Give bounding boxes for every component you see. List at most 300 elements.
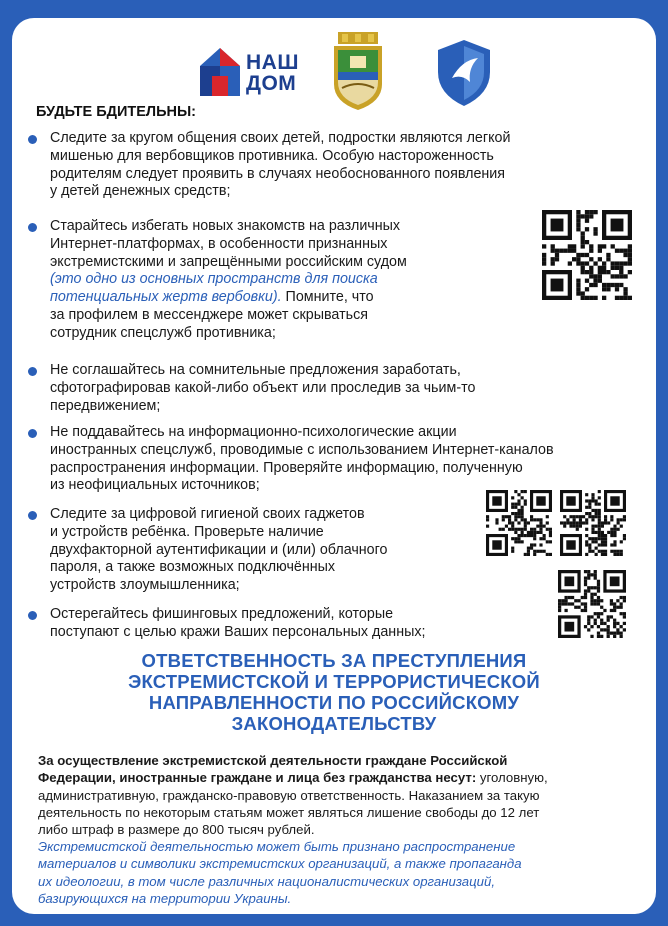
page-frame: [6, 0, 662, 926]
qr-module: [623, 291, 627, 295]
qr-module: [588, 547, 591, 550]
qr-module: [581, 214, 585, 218]
text-line: [50, 289, 510, 307]
qr-module: [579, 515, 582, 518]
qr-module: [628, 244, 632, 248]
qr-module: [623, 628, 626, 631]
qr-module: [514, 506, 517, 509]
qr-module: [597, 612, 600, 615]
text-line: и устройств ребёнка. Проверьте наличие: [50, 523, 324, 540]
qr-module: [569, 521, 572, 524]
qr-module: [561, 602, 564, 605]
qr-module: [576, 210, 580, 214]
qr-module: [566, 496, 575, 505]
qr-module: [584, 625, 587, 628]
qr-code-3[interactable]: [560, 490, 626, 556]
qr-module: [620, 518, 623, 521]
qr-module: [514, 528, 517, 531]
qr-module: [576, 515, 579, 518]
qr-module: [571, 602, 574, 605]
qr-module: [585, 553, 588, 556]
qr-module: [587, 615, 590, 618]
qr-module: [551, 261, 555, 265]
qr-module: [546, 528, 549, 531]
qr-module: [617, 553, 620, 556]
qr-module: [585, 270, 589, 274]
qr-module: [610, 543, 613, 546]
qr-module: [628, 261, 632, 265]
qr-module: [610, 528, 613, 531]
qr-module: [581, 236, 585, 240]
qr-module: [623, 612, 626, 615]
qr-module: [579, 521, 582, 524]
qr-module: [610, 609, 613, 612]
qr-module: [584, 583, 587, 586]
qr-module: [517, 540, 520, 543]
qr-module: [595, 509, 598, 512]
qr-module: [511, 506, 514, 509]
qr-module: [623, 534, 626, 537]
qr-module: [581, 609, 584, 612]
qr-module: [584, 593, 587, 596]
qr-module: [581, 270, 585, 274]
qr-module: [615, 283, 619, 287]
qr-module: [598, 509, 601, 512]
qr-module: [613, 525, 616, 528]
qr-module: [620, 525, 623, 528]
heading-line: ОТВЕТСТВЕННОСТЬ ЗА ПРЕСТУПЛЕНИЯ: [141, 650, 527, 671]
qr-module: [584, 576, 587, 579]
text-line: Экстремистской деятельностью может быть признано распространение: [38, 839, 516, 854]
qr-module: [606, 270, 610, 274]
qr-module: [595, 537, 598, 540]
qr-module: [591, 525, 594, 528]
qr-module: [616, 628, 619, 631]
qr-module: [591, 499, 594, 502]
qr-module: [514, 537, 517, 540]
qr-module: [623, 274, 627, 278]
qr-module: [597, 602, 600, 605]
qr-module: [576, 257, 580, 261]
qr-module: [581, 231, 585, 235]
bullet-dot: [28, 367, 37, 376]
qr-module: [620, 632, 623, 635]
qr-module: [517, 528, 520, 531]
qr-module: [589, 257, 593, 261]
qr-module: [576, 261, 580, 265]
qr-module: [581, 602, 584, 605]
qr-module: [568, 261, 572, 265]
qr-module: [564, 602, 567, 605]
qr-module: [536, 550, 539, 553]
qr-module: [613, 606, 616, 609]
qr-module: [527, 553, 530, 556]
qr-module: [588, 550, 591, 553]
qr-module: [598, 528, 601, 531]
qr-module: [606, 257, 610, 261]
text-line: базирующихся на территории Украины.: [38, 890, 292, 906]
qr-module: [613, 609, 616, 612]
qr-module: [601, 525, 604, 528]
qr-code-4[interactable]: [558, 570, 626, 638]
text-line: пароля, а также возможных подключённых: [50, 559, 336, 576]
qr-module: [598, 249, 602, 253]
qr-module: [590, 615, 593, 618]
qr-module: [527, 550, 530, 553]
qr-module: [581, 266, 585, 270]
qr-module: [533, 553, 536, 556]
text-line: поступают с целью кражи Ваших персональных данных;: [50, 623, 426, 640]
qr-module: [597, 632, 600, 635]
qr-module: [591, 537, 594, 540]
qr-module: [514, 512, 517, 515]
qr-code-1[interactable]: [542, 210, 632, 300]
qr-module: [610, 632, 613, 635]
qr-module: [539, 525, 542, 528]
qr-module: [517, 512, 520, 515]
qr-module: [517, 493, 520, 496]
leaflet-card: [12, 18, 656, 914]
qr-module: [517, 503, 520, 506]
qr-module: [598, 274, 602, 278]
qr-module: [568, 249, 572, 253]
qr-module: [598, 515, 601, 518]
qr-module: [508, 528, 511, 531]
qr-module: [521, 496, 524, 499]
qr-module: [539, 528, 542, 531]
qr-module: [597, 586, 600, 589]
qr-module: [573, 515, 576, 518]
list-item-text: [50, 218, 510, 343]
qr-module: [505, 525, 508, 528]
qr-module: [617, 521, 620, 524]
qr-module: [584, 589, 587, 592]
qr-module: [591, 493, 594, 496]
qr-module: [610, 576, 620, 586]
qr-module: [589, 210, 593, 214]
text-line: либо штраф в размере до 800 тысяч рублей.: [38, 822, 315, 838]
qr-module: [593, 210, 597, 214]
qr-module: [620, 553, 623, 556]
qr-module: [546, 553, 549, 556]
qr-module: [572, 249, 576, 253]
qr-module: [595, 553, 598, 556]
qr-module: [564, 622, 574, 632]
qr-module: [533, 550, 536, 553]
qr-module: [613, 550, 616, 553]
qr-module: [590, 602, 593, 605]
qr-module: [524, 525, 527, 528]
qr-module: [594, 599, 597, 602]
qr-module: [613, 543, 616, 546]
qr-module: [589, 283, 593, 287]
qr-module: [598, 531, 601, 534]
qr-module: [595, 499, 598, 502]
responsibility-heading: [32, 650, 636, 734]
qr-module: [530, 531, 533, 534]
text-line: Старайтесь избегать новых знакомств на различных: [50, 218, 401, 234]
qr-module: [590, 573, 593, 576]
qr-module: [564, 609, 567, 612]
qr-module: [549, 534, 552, 537]
bold-text: Федерации, иностранные граждане и лица без гражданства несут:: [38, 770, 477, 786]
heading-line: ЗАКОНОДАТЕЛЬСТВУ: [231, 713, 437, 734]
qr-module: [568, 596, 571, 599]
qr-module: [536, 525, 539, 528]
qr-module: [613, 528, 616, 531]
qr-module: [549, 531, 552, 534]
qr-module: [623, 515, 626, 518]
qr-module: [597, 625, 600, 628]
qr-module: [594, 570, 597, 573]
bullet-dot: [28, 223, 37, 232]
italic-note: (это одно из основных пространств для поиска: [50, 271, 378, 288]
qr-module: [588, 503, 591, 506]
qr-module: [607, 615, 610, 618]
qr-module: [589, 274, 593, 278]
qr-module: [588, 537, 591, 540]
qr-module: [589, 249, 593, 253]
qr-module: [582, 515, 585, 518]
qr-module: [584, 596, 587, 599]
qr-module: [610, 550, 613, 553]
qr-code-2[interactable]: [486, 490, 552, 556]
qr-module: [600, 612, 603, 615]
qr-module: [595, 540, 598, 543]
shield-eagle-logo: [434, 38, 494, 108]
qr-module: [590, 586, 593, 589]
qr-module: [591, 540, 594, 543]
qr-module: [607, 632, 610, 635]
qr-module: [576, 223, 580, 227]
qr-module: [521, 490, 524, 493]
qr-module: [543, 550, 546, 553]
qr-module: [613, 540, 616, 543]
qr-module: [576, 291, 580, 295]
qr-module: [607, 521, 610, 524]
qr-module: [568, 602, 571, 605]
qr-module: [619, 266, 623, 270]
list-item-text: [50, 606, 530, 642]
qr-module: [524, 553, 527, 556]
qr-module: [577, 606, 580, 609]
qr-module: [604, 553, 607, 556]
qr-module: [573, 525, 576, 528]
heading-line: ЭКСТРЕМИСТСКОЙ И ТЕРРОРИСТИЧЕСКОЙ: [128, 671, 540, 692]
qr-module: [533, 528, 536, 531]
qr-module: [591, 518, 594, 521]
qr-module: [587, 622, 590, 625]
qr-module: [595, 515, 598, 518]
qr-module: [611, 266, 615, 270]
qr-module: [524, 518, 527, 521]
qr-module: [623, 596, 626, 599]
city-crest-logo: [328, 32, 388, 112]
qr-module: [527, 531, 530, 534]
qr-module: [601, 531, 604, 534]
text-line: материалов и символики экстремистских организаций, а также пропаганда: [38, 856, 522, 872]
qr-module: [593, 274, 597, 278]
qr-module: [576, 525, 579, 528]
qr-module: [598, 550, 601, 553]
qr-module: [566, 540, 575, 549]
qr-module: [511, 547, 514, 550]
text-line: [38, 752, 630, 769]
qr-module: [517, 509, 520, 512]
qr-module: [524, 528, 527, 531]
qr-module: [620, 602, 623, 605]
qr-module: [594, 612, 597, 615]
qr-module: [521, 512, 524, 515]
bullet-dot: [28, 135, 37, 144]
qr-module: [584, 609, 587, 612]
qr-module: [572, 257, 576, 261]
qr-module: [511, 512, 514, 515]
qr-module: [546, 521, 549, 524]
qr-module: [486, 518, 489, 521]
qr-module: [590, 599, 593, 602]
qr-module: [584, 606, 587, 609]
qr-module: [585, 506, 588, 509]
qr-module: [623, 599, 626, 602]
qr-module: [585, 240, 589, 244]
qr-module: [551, 257, 555, 261]
qr-module: [628, 296, 632, 300]
page-heading: БУДЬТЕ БДИТЕЛЬНЫ:: [36, 104, 196, 120]
qr-module: [492, 496, 501, 505]
qr-module: [549, 553, 552, 556]
qr-module: [594, 586, 597, 589]
qr-module: [587, 573, 590, 576]
qr-module: [601, 550, 604, 553]
qr-module: [619, 261, 623, 265]
qr-module: [542, 261, 546, 265]
qr-module: [591, 515, 594, 518]
qr-module: [598, 512, 601, 515]
qr-module: [606, 283, 610, 287]
qr-module: [610, 496, 619, 505]
qr-module: [623, 622, 626, 625]
qr-module: [542, 253, 546, 257]
qr-module: [594, 573, 597, 576]
qr-module: [613, 622, 616, 625]
qr-module: [598, 266, 602, 270]
qr-module: [588, 543, 591, 546]
qr-module: [601, 553, 604, 556]
qr-module: [584, 602, 587, 605]
qr-module: [563, 515, 566, 518]
qr-module: [486, 515, 489, 518]
qr-module: [521, 531, 524, 534]
qr-module: [576, 528, 579, 531]
qr-module: [558, 606, 561, 609]
qr-module: [613, 619, 616, 622]
qr-module: [569, 515, 572, 518]
qr-module: [539, 521, 542, 524]
qr-module: [610, 515, 613, 518]
qr-module: [511, 496, 514, 499]
qr-module: [607, 619, 610, 622]
qr-module: [585, 528, 588, 531]
qr-module: [581, 240, 585, 244]
qr-module: [619, 283, 623, 287]
qr-module: [524, 499, 527, 502]
list-item-text: [50, 424, 640, 495]
qr-module: [517, 499, 520, 502]
qr-module: [619, 270, 623, 274]
qr-module: [588, 512, 591, 515]
qr-module: [568, 244, 572, 248]
qr-module: [620, 606, 623, 609]
qr-module: [610, 534, 613, 537]
qr-module: [620, 550, 623, 553]
qr-module: [521, 515, 524, 518]
qr-module: [610, 518, 613, 521]
qr-module: [607, 531, 610, 534]
qr-module: [613, 553, 616, 556]
qr-module: [620, 635, 623, 638]
nash-dom-line1: НАШ: [246, 51, 299, 74]
qr-module: [549, 540, 552, 543]
qr-module: [530, 543, 533, 546]
nash-dom-line2: ДОМ: [246, 72, 297, 95]
qr-module: [597, 635, 600, 638]
qr-module: [594, 576, 597, 579]
qr-module: [615, 274, 619, 278]
text-line: мишенью для вербовщиков противника. Особую настороженность: [50, 147, 494, 164]
text-line: [50, 271, 510, 289]
qr-module: [603, 622, 606, 625]
qr-module: [517, 537, 520, 540]
text-line: сфотографировав какой-либо объект или проследив за чьим-то: [50, 379, 476, 396]
qr-module: [603, 609, 606, 612]
qr-module: [617, 550, 620, 553]
qr-module: [620, 596, 623, 599]
qr-module: [616, 632, 619, 635]
qr-module: [536, 496, 545, 505]
qr-module: [589, 270, 593, 274]
qr-module: [502, 518, 505, 521]
qr-module: [598, 543, 601, 546]
qr-module: [623, 537, 626, 540]
qr-module: [576, 253, 580, 257]
qr-module: [607, 625, 610, 628]
qr-module: [542, 244, 546, 248]
qr-module: [533, 534, 536, 537]
qr-module: [576, 287, 580, 291]
qr-module: [514, 531, 517, 534]
list-item-text: [50, 362, 630, 415]
qr-module: [613, 635, 616, 638]
text-line: сотрудник спецслужб противника;: [50, 324, 276, 341]
bullet-dot: [28, 511, 37, 520]
text-line: передвижением;: [50, 397, 161, 414]
qr-module: [628, 249, 632, 253]
qr-module: [571, 596, 574, 599]
qr-module: [551, 244, 555, 248]
qr-module: [613, 602, 616, 605]
text-line: их идеологии, в том числе различных националистических организаций,: [38, 873, 496, 889]
qr-module: [511, 521, 514, 524]
qr-module: [615, 287, 619, 291]
qr-module: [613, 531, 616, 534]
qr-module: [601, 521, 604, 524]
text-line: деятельность по некоторым статьям может являться лишение свободы до 12 лет: [38, 804, 540, 820]
qr-module: [607, 635, 610, 638]
qr-module: [588, 506, 591, 509]
qr-module: [615, 261, 619, 265]
qr-module: [536, 531, 539, 534]
